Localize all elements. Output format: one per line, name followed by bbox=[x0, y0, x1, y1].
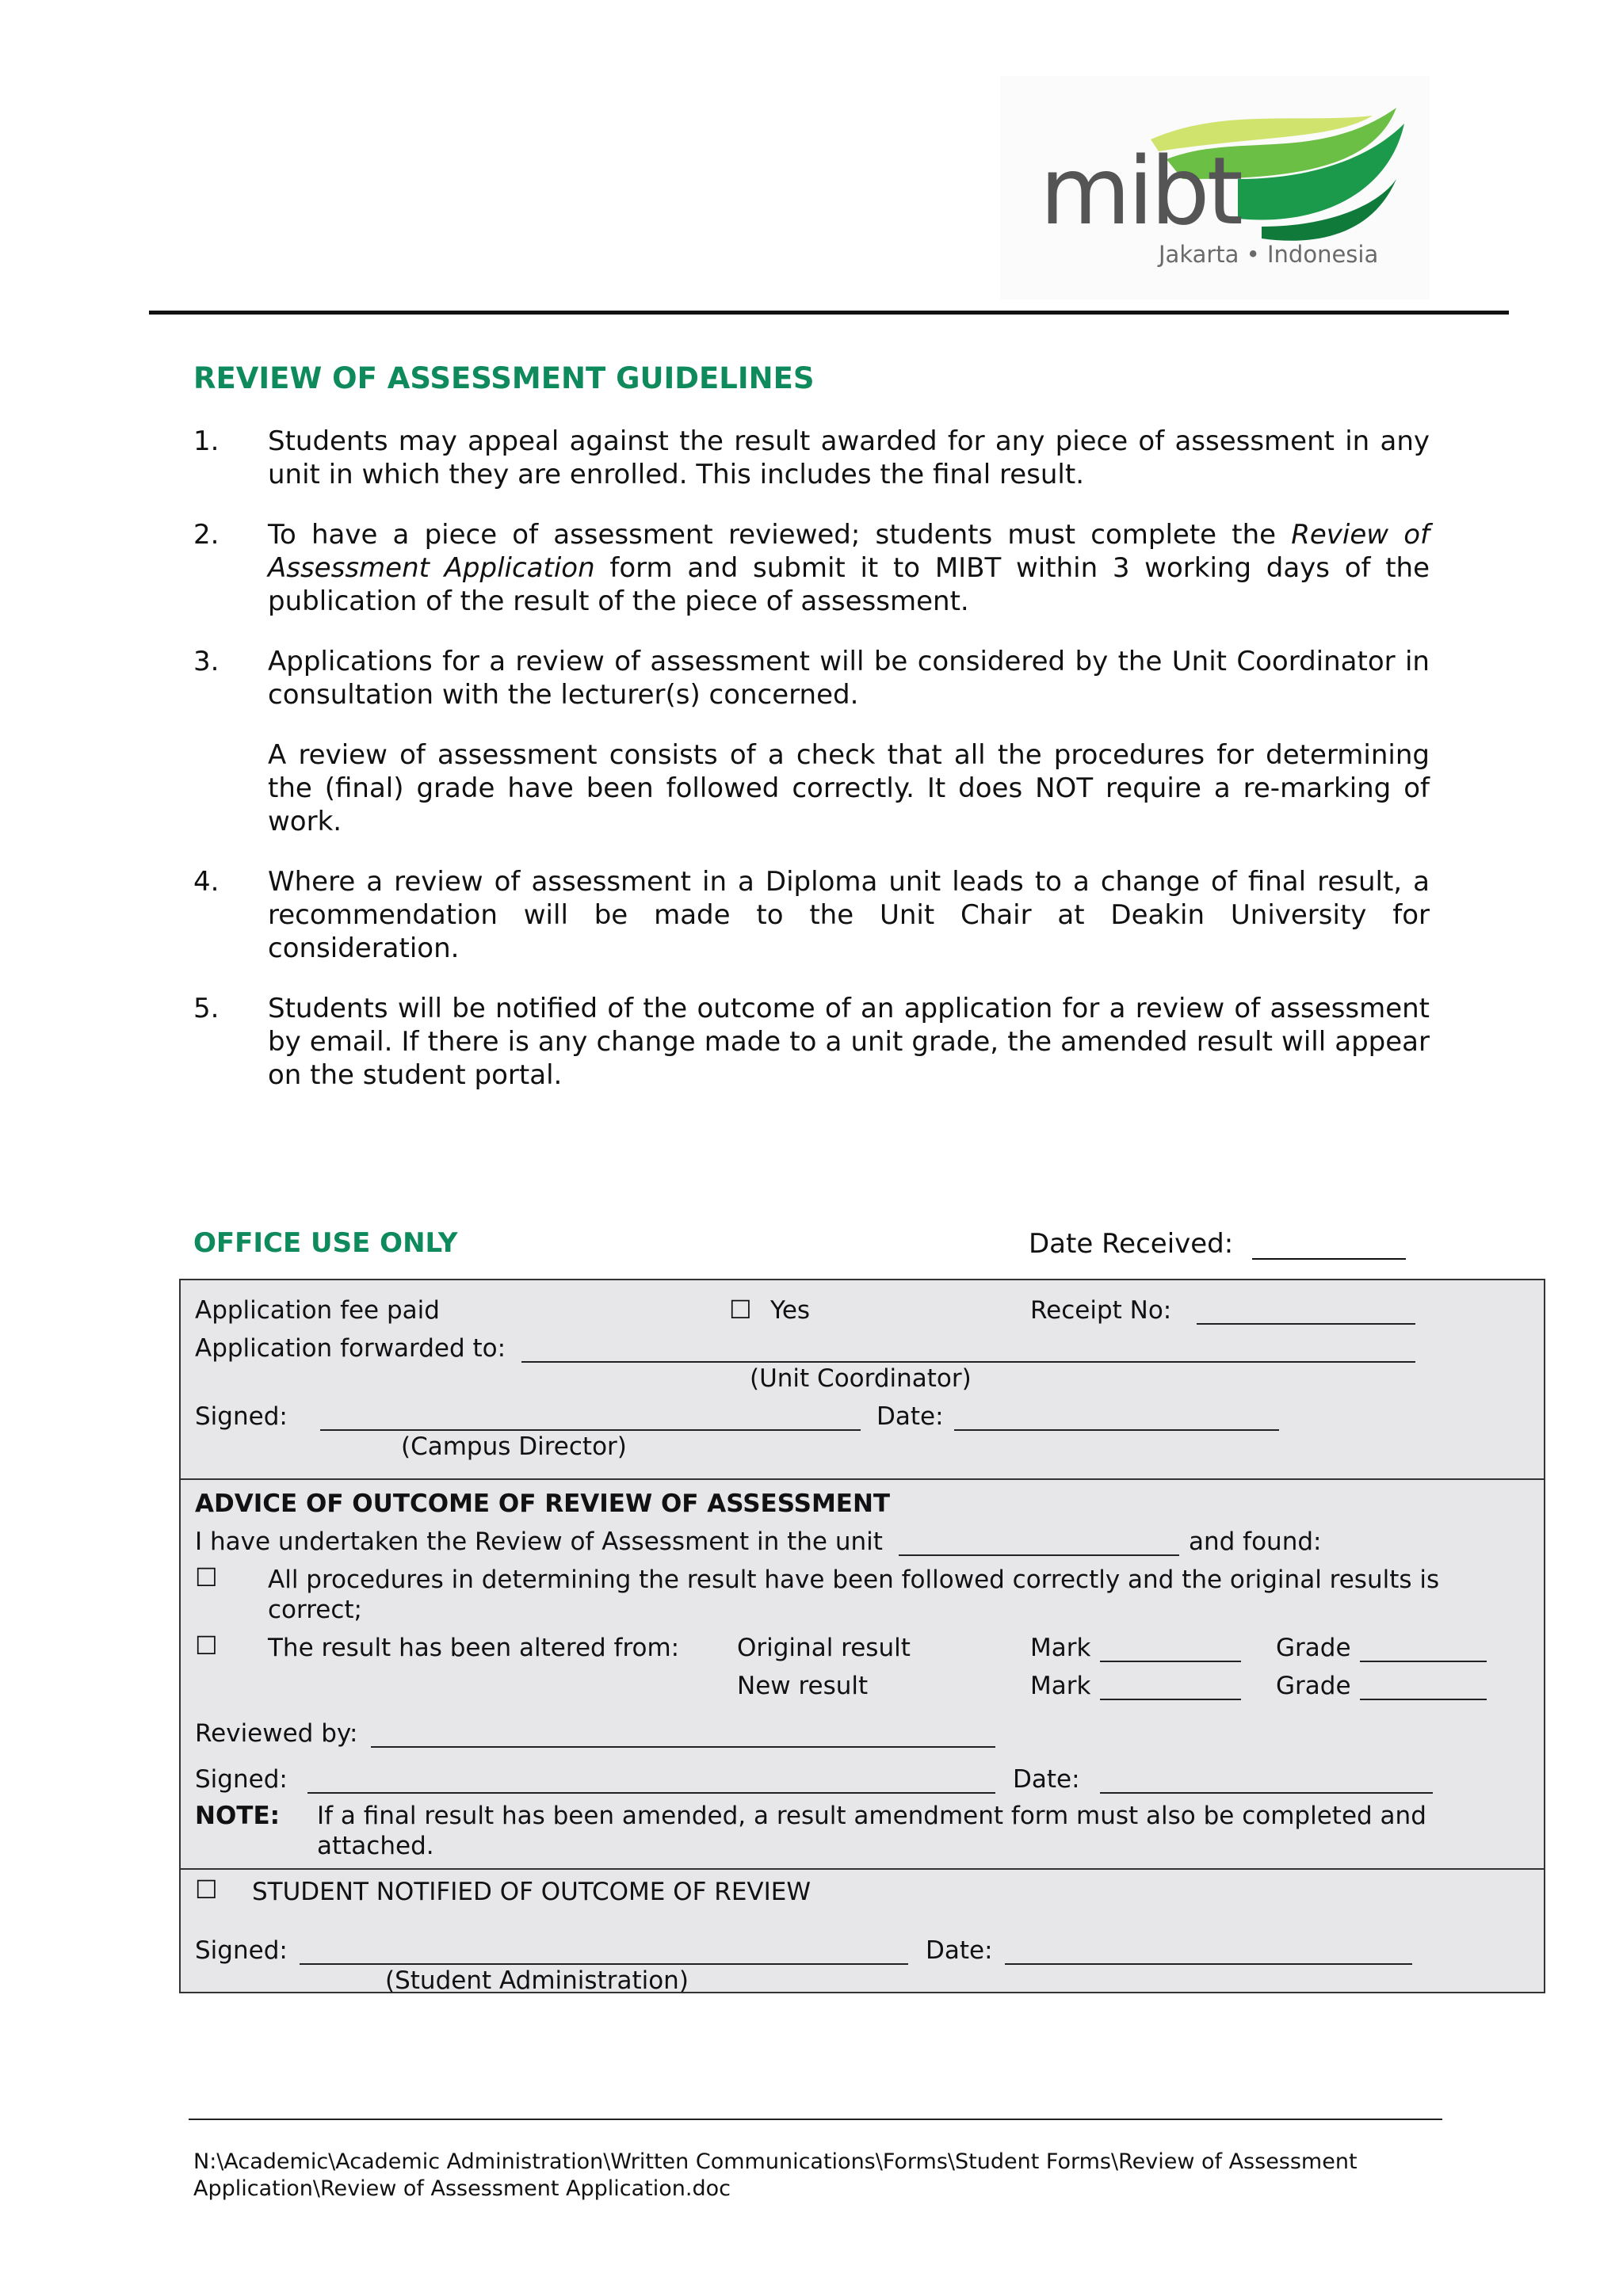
original-result-label: Original result bbox=[737, 1634, 911, 1662]
guideline-item bbox=[193, 865, 1430, 965]
forwarded-field[interactable] bbox=[521, 1361, 1415, 1363]
mark-label: Mark bbox=[1030, 1672, 1091, 1700]
new-mark-field[interactable] bbox=[1100, 1699, 1241, 1700]
date-label: Date: bbox=[876, 1402, 944, 1431]
office-section bbox=[181, 1280, 1544, 1480]
item-text: Where a review of assessment in a Diploma unit leads to a change of final result, a recommendation will be made to the Unit Chair at Deakin University for consideration. bbox=[268, 866, 1430, 964]
option1-text-cont: correct; bbox=[268, 1596, 362, 1624]
admin-signature-field[interactable] bbox=[300, 1963, 908, 1965]
advice-section bbox=[181, 1480, 1544, 1870]
item-number: 2. bbox=[193, 519, 220, 551]
guideline-item bbox=[193, 645, 1430, 838]
director-signature-field[interactable] bbox=[320, 1429, 861, 1431]
original-mark-field[interactable] bbox=[1100, 1661, 1241, 1662]
notified-section bbox=[181, 1870, 1544, 1995]
yes-checkbox[interactable]: ☐ bbox=[729, 1295, 752, 1325]
forwarded-label: Application forwarded to: bbox=[195, 1334, 506, 1363]
footer-path bbox=[193, 2149, 1461, 2203]
found-text: and found: bbox=[1189, 1527, 1322, 1556]
item-text: Students will be notified of the outcome of an application for a review of assessment by email. If there is any change made to a unit grade, the amended result will appear on the student portal. bbox=[268, 993, 1430, 1091]
signed-label: Signed: bbox=[195, 1936, 288, 1965]
yes-label: Yes bbox=[770, 1296, 811, 1325]
guideline-item bbox=[193, 425, 1430, 491]
header-rule bbox=[149, 311, 1509, 315]
original-grade-field[interactable] bbox=[1360, 1661, 1487, 1662]
new-result-label: New result bbox=[737, 1672, 869, 1700]
notified-title: STUDENT NOTIFIED OF OUTCOME OF REVIEW bbox=[252, 1878, 812, 1906]
office-use-box bbox=[179, 1279, 1545, 1993]
advice-title: ADVICE OF OUTCOME OF REVIEW OF ASSESSMENT bbox=[195, 1489, 891, 1518]
option2-text: The result has been altered from: bbox=[268, 1634, 680, 1662]
guideline-item bbox=[193, 992, 1430, 1092]
mark-label: Mark bbox=[1030, 1634, 1091, 1662]
note-text: If a final result has been amended, a result amendment form must also be completed and bbox=[317, 1802, 1426, 1830]
grade-label: Grade bbox=[1276, 1672, 1351, 1700]
guidelines-list bbox=[193, 425, 1430, 1119]
director-date-field[interactable] bbox=[954, 1429, 1279, 1431]
reviewed-by-label: Reviewed by: bbox=[195, 1719, 358, 1748]
note-label: NOTE: bbox=[195, 1802, 281, 1830]
date-received-label: Date Received: bbox=[1029, 1228, 1234, 1260]
item-text-extra: A review of assessment consists of a check that all the procedures for determining the (final) grade have been followed correctly. It does NOT require a re-marking of work. bbox=[268, 739, 1430, 837]
item-number: 5. bbox=[193, 993, 220, 1024]
item-number: 1. bbox=[193, 425, 220, 457]
item-text: To have a piece of assessment reviewed; students must complete the Review of Assessment Application form and submit it to MIBT within 3 working days of the publication of the result of the piece of assessment. bbox=[268, 519, 1430, 617]
campus-director-caption: (Campus Director) bbox=[401, 1432, 627, 1461]
date-label: Date: bbox=[926, 1936, 993, 1965]
logo-subtitle: Jakarta • Indonesia bbox=[1159, 241, 1379, 268]
admin-date-field[interactable] bbox=[1005, 1963, 1412, 1965]
procedures-correct-checkbox[interactable]: ☐ bbox=[195, 1562, 218, 1592]
reviewer-date-field[interactable] bbox=[1100, 1792, 1433, 1794]
footer-path-line: N:\Academic\Academic Administration\Written Communications\Forms\Student Forms\Review of Assessment bbox=[193, 2149, 1358, 2174]
student-notified-checkbox[interactable]: ☐ bbox=[195, 1875, 218, 1905]
footer-path-line: Application\Review of Assessment Application.doc bbox=[193, 2176, 731, 2201]
note-text-cont: attached. bbox=[317, 1832, 434, 1860]
receipt-label: Receipt No: bbox=[1030, 1296, 1172, 1325]
result-altered-checkbox[interactable]: ☐ bbox=[195, 1630, 218, 1661]
guidelines-title: REVIEW OF ASSESSMENT GUIDELINES bbox=[193, 361, 815, 395]
mibt-logo bbox=[1000, 76, 1430, 299]
item-text: Applications for a review of assessment will be considered by the Unit Coordinator in consultation with the lecturer(s) concerned. bbox=[268, 646, 1430, 711]
item-number: 3. bbox=[193, 646, 220, 677]
item-text: Students may appeal against the result awarded for any piece of assessment in any unit in which they are enrolled. This includes the final result. bbox=[268, 425, 1430, 490]
logo-wordmark: mibt bbox=[1040, 136, 1240, 246]
reviewer-signature-field[interactable] bbox=[307, 1792, 995, 1794]
footer-rule bbox=[189, 2119, 1442, 2120]
signed-label: Signed: bbox=[195, 1402, 288, 1431]
date-label: Date: bbox=[1013, 1765, 1080, 1794]
receipt-field[interactable] bbox=[1197, 1323, 1415, 1325]
guideline-item bbox=[193, 518, 1430, 618]
unit-field[interactable] bbox=[899, 1554, 1179, 1556]
grade-label: Grade bbox=[1276, 1634, 1351, 1662]
item-number: 4. bbox=[193, 866, 220, 898]
new-grade-field[interactable] bbox=[1360, 1699, 1487, 1700]
fee-paid-label: Application fee paid bbox=[195, 1296, 440, 1325]
option1-text: All procedures in determining the result have been followed correctly and the original results is bbox=[268, 1566, 1440, 1594]
reviewed-by-field[interactable] bbox=[371, 1746, 995, 1748]
student-admin-caption: (Student Administration) bbox=[385, 1966, 689, 1995]
unit-coordinator-caption: (Unit Coordinator) bbox=[750, 1364, 972, 1393]
date-received-field[interactable] bbox=[1252, 1258, 1406, 1260]
office-use-title: OFFICE USE ONLY bbox=[193, 1227, 458, 1259]
signed-label: Signed: bbox=[195, 1765, 288, 1794]
undertaken-text: I have undertaken the Review of Assessment in the unit bbox=[195, 1527, 883, 1556]
